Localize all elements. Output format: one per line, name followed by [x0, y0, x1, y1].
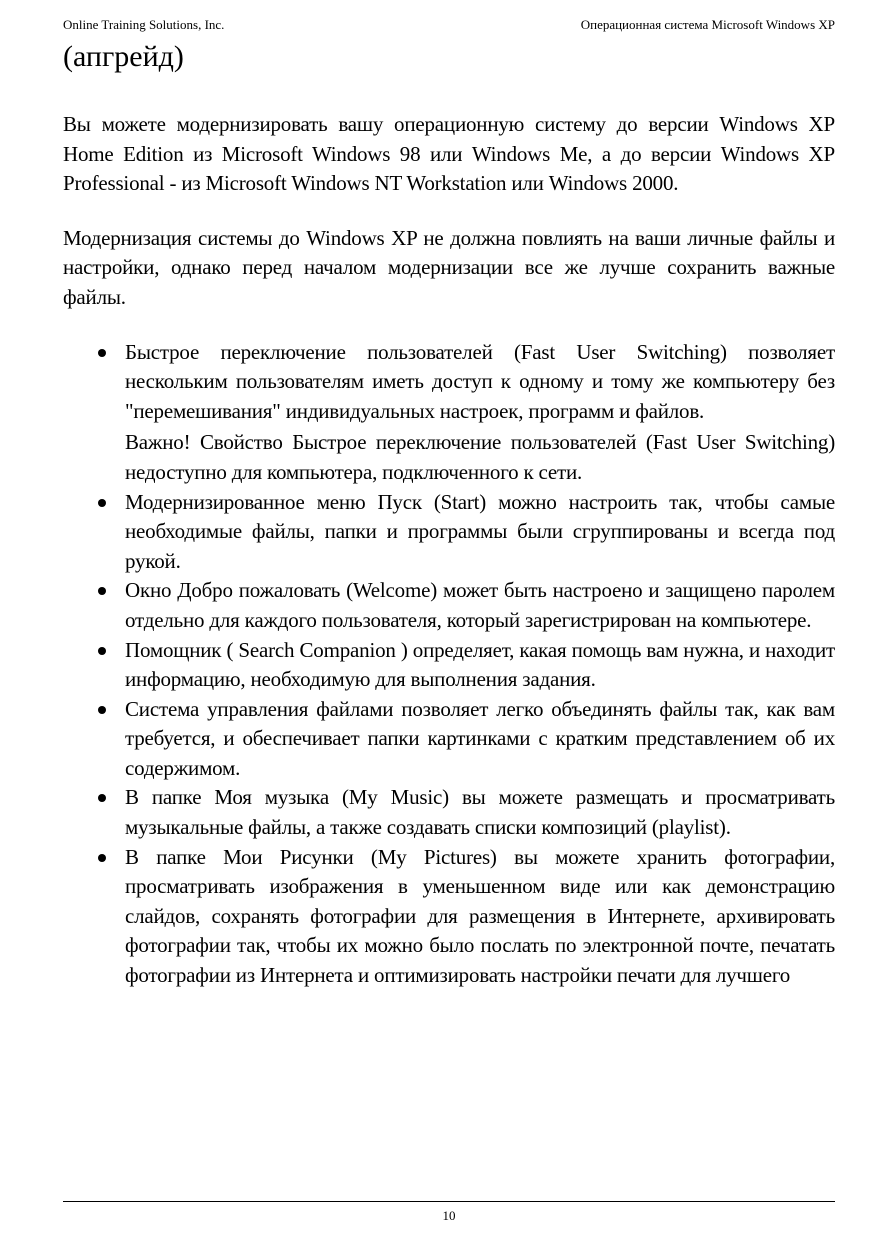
important-note: Важно! Свойство Быстрое переключение пользователей (Fast User Switching) недоступно для компьютера, подключенного к сети.	[125, 430, 835, 484]
intro-paragraph: Вы можете модернизировать вашу операционную систему до версии Windows XP Home Edition из Microsoft Windows 98 или Windows Me, а до версии Windows XP Professional - из Microsoft Windows NT Workstation или Windows 2000.	[63, 112, 835, 196]
page-footer	[63, 1201, 835, 1224]
header-company: Online Training Solutions, Inc.	[63, 17, 225, 32]
section-title: (апгрейд)	[63, 40, 184, 73]
list-item-text: Помощник ( Search Companion ) определяет, какая помощь вам нужна, и находит информацию, необходимую для выполнения задания.	[125, 637, 835, 692]
list-item-text: Модернизированное меню Пуск (Start) можно настроить так, чтобы самые необходимые файлы, папки и программы были сгруппированы и всегда под рукой.	[125, 489, 835, 573]
page-content	[63, 38, 835, 991]
list-item	[125, 783, 835, 842]
page-number: 10	[442, 1208, 456, 1223]
page-header	[63, 17, 835, 37]
bullet-icon	[98, 854, 106, 862]
bullet-icon	[98, 647, 106, 655]
list-item	[125, 576, 835, 635]
header-book-title: Операционная система Microsoft Windows XP	[580, 17, 835, 32]
list-item-text: Система управления файлами позволяет легко объединять файлы так, как вам требуется, и обеспечивает папки картинками с кратким представлением об их содержимом.	[125, 696, 835, 780]
list-item-text: В папке Моя музыка (My Music) вы можете размещать и просматривать музыкальные файлы, а также создавать списки композиций (playlist).	[125, 785, 835, 840]
list-item	[125, 338, 835, 488]
list-item	[125, 488, 835, 577]
list-item-text: Окно Добро пожаловать (Welcome) может быть настроено и защищено паролем отдельно для каждого пользователя, который зарегистрирован на компьютере.	[125, 578, 835, 632]
bullet-icon	[98, 794, 106, 802]
list-item	[125, 695, 835, 784]
bullet-icon	[98, 587, 106, 595]
list-item-text: Быстрое переключение пользователей (Fast User Switching) позволяет нескольким пользователям иметь доступ к одному и тому же компьютеру без "перемешивания" индивидуальных настроек, программ и файлов.	[125, 339, 835, 423]
list-item	[125, 843, 835, 991]
bullet-icon	[98, 349, 106, 357]
upgrade-note-paragraph: Модернизация системы до Windows XP не должна повлиять на ваши личные файлы и настройки, однако перед началом модернизации все же лучше сохранить важные файлы.	[63, 225, 835, 309]
bullet-icon	[98, 706, 106, 714]
feature-list	[63, 338, 835, 991]
list-item	[125, 636, 835, 695]
list-item-text: В папке Мои Рисунки (My Pictures) вы можете хранить фотографии, просматривать изображения в уменьшенном виде или как демонстрацию слайдов, сохранять фотографии для размещения в Интернете, архивировать фотографии так, чтобы их можно было послать по электронной почте, печатать фотографии из Интернета и оптимизировать настройки печати для лучшего	[125, 844, 835, 988]
bullet-icon	[98, 499, 106, 507]
